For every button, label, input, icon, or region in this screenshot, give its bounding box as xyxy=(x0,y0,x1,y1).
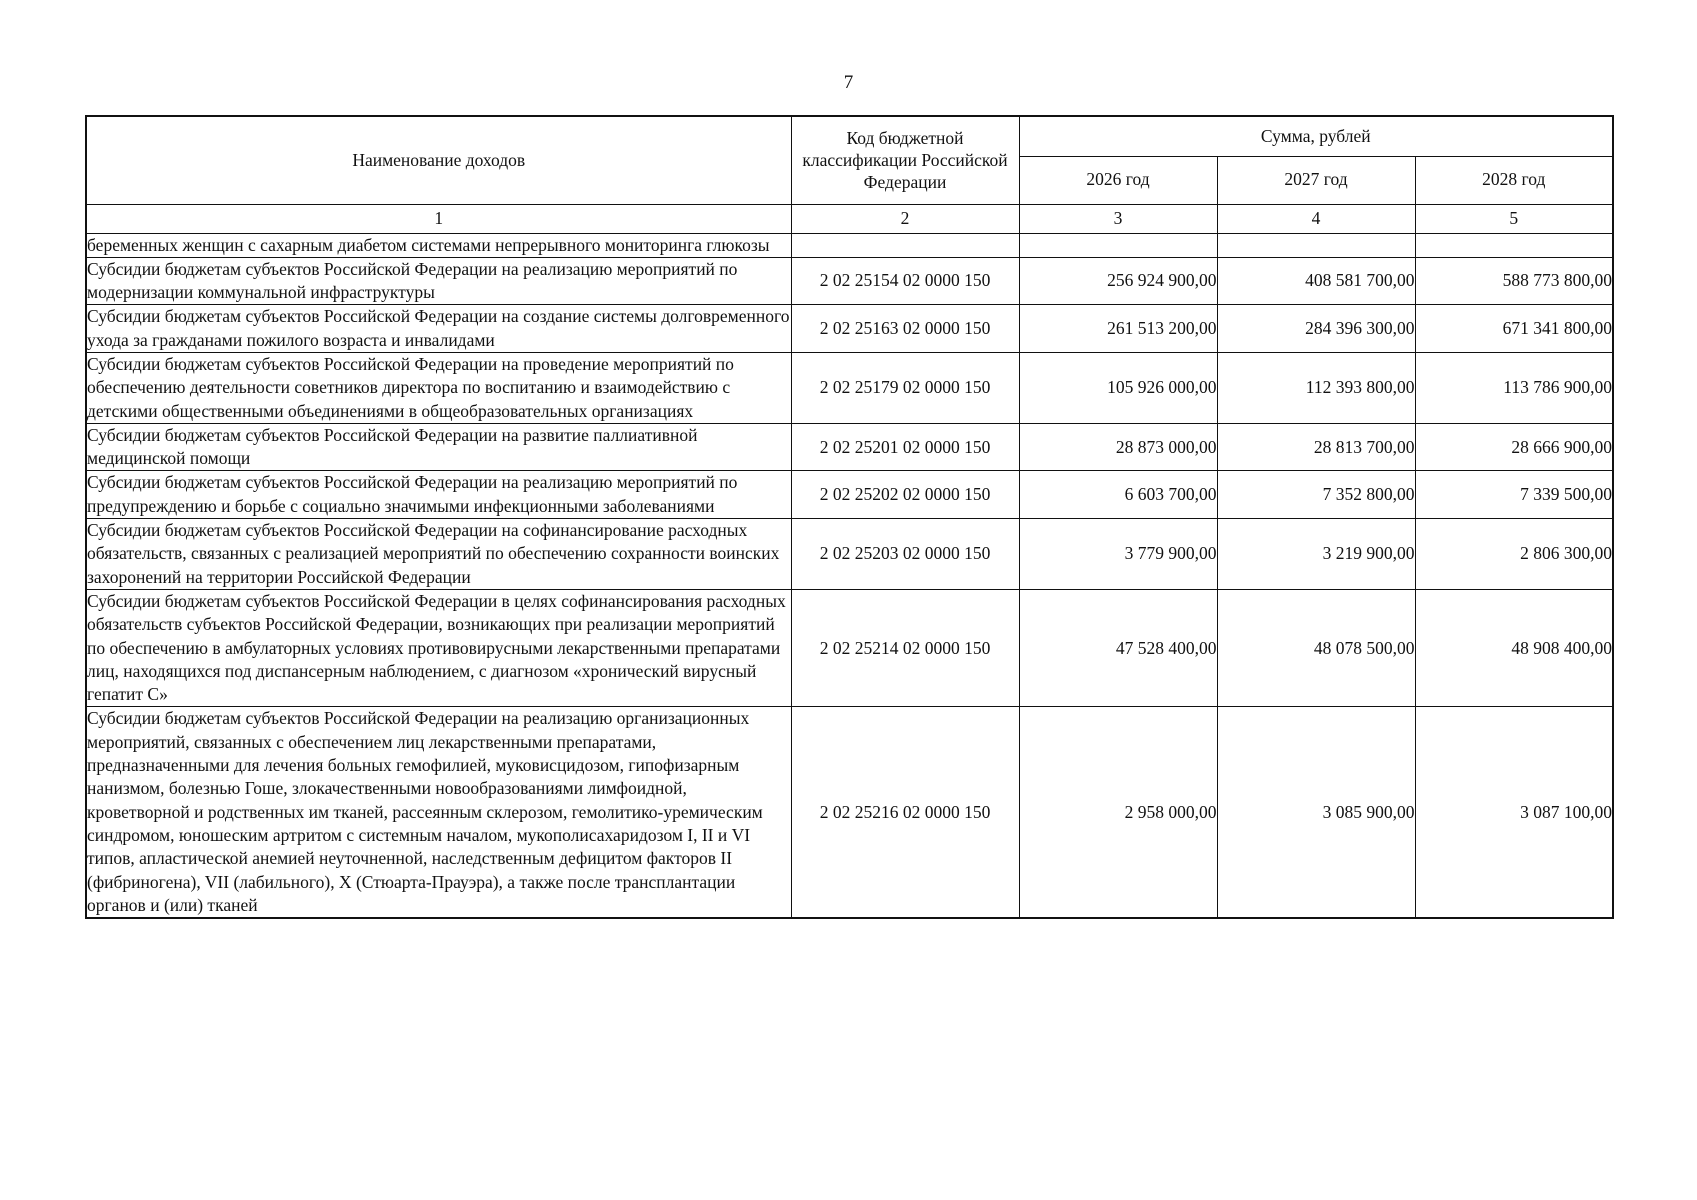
amount-2028: 588 773 800,00 xyxy=(1415,257,1613,305)
amount-2027: 7 352 800,00 xyxy=(1217,471,1415,519)
amount-2028: 671 341 800,00 xyxy=(1415,305,1613,353)
income-name: Субсидии бюджетам субъектов Российской Федерации на реализацию мероприятий по предупреждению и борьбе с социально значимыми инфекционными заболеваниями xyxy=(86,471,791,519)
amount-2026: 47 528 400,00 xyxy=(1019,589,1217,706)
amount-2026: 28 873 000,00 xyxy=(1019,423,1217,471)
amount-2028: 2 806 300,00 xyxy=(1415,519,1613,590)
header-budget-code: Код бюджетной классификации Российской Федерации xyxy=(791,116,1019,204)
header-income-name: Наименование доходов xyxy=(86,116,791,204)
income-name: беременных женщин с сахарным диабетом системами непрерывного мониторинга глюкозы xyxy=(86,233,791,257)
column-number: 1 xyxy=(86,204,791,233)
budget-code: 2 02 25214 02 0000 150 xyxy=(791,589,1019,706)
income-name: Субсидии бюджетам субъектов Российской Федерации на реализацию мероприятий по модернизации коммунальной инфраструктуры xyxy=(86,257,791,305)
amount-2026 xyxy=(1019,233,1217,257)
income-name: Субсидии бюджетам субъектов Российской Федерации на софинансирование расходных обязательств, связанных с реализацией мероприятий по обеспечению сохранности воинских захоронений на территории Российской Федерации xyxy=(86,519,791,590)
amount-2028: 7 339 500,00 xyxy=(1415,471,1613,519)
amount-2027: 284 396 300,00 xyxy=(1217,305,1415,353)
budget-code: 2 02 25179 02 0000 150 xyxy=(791,352,1019,423)
budget-code: 2 02 25163 02 0000 150 xyxy=(791,305,1019,353)
amount-2027: 48 078 500,00 xyxy=(1217,589,1415,706)
header-year-2028: 2028 год xyxy=(1415,156,1613,204)
amount-2027: 3 219 900,00 xyxy=(1217,519,1415,590)
column-number: 3 xyxy=(1019,204,1217,233)
table-row xyxy=(86,233,1613,257)
amount-2027: 112 393 800,00 xyxy=(1217,352,1415,423)
amount-2026: 105 926 000,00 xyxy=(1019,352,1217,423)
amount-2026: 3 779 900,00 xyxy=(1019,519,1217,590)
table-row xyxy=(86,707,1613,918)
amount-2026: 6 603 700,00 xyxy=(1019,471,1217,519)
budget-code: 2 02 25216 02 0000 150 xyxy=(791,707,1019,918)
amount-2028: 3 087 100,00 xyxy=(1415,707,1613,918)
income-name: Субсидии бюджетам субъектов Российской Федерации на проведение мероприятий по обеспечению деятельности советников директора по воспитанию и взаимодействию с детскими общественными объединениями в общеобразовательных организациях xyxy=(86,352,791,423)
amount-2027 xyxy=(1217,233,1415,257)
table-row xyxy=(86,423,1613,471)
income-name: Субсидии бюджетам субъектов Российской Федерации на реализацию организационных мероприятий, связанных с обеспечением лиц лекарственными препаратами, предназначенными для лечения больных гемофилией, муковисцидозом, гипофизарным нанизмом, болезнью Гоше, злокачественными новообразованиями лимфоидной, кроветворной и родственных им тканей, рассеянным склерозом, гемолитико-уремическим синдромом, юношеским артритом с системным началом, мукополисахаридозом I, II и VI типов, апластической анемией неуточненной, наследственным дефицитом факторов II (фибриногена), VII (лабильного), X (Стюарта-Прауэра), а также после трансплантации органов и (или) тканей xyxy=(86,707,791,918)
amount-2026: 2 958 000,00 xyxy=(1019,707,1217,918)
amount-2028: 28 666 900,00 xyxy=(1415,423,1613,471)
column-number: 2 xyxy=(791,204,1019,233)
table-row xyxy=(86,352,1613,423)
amount-2028: 113 786 900,00 xyxy=(1415,352,1613,423)
table-row xyxy=(86,589,1613,706)
amount-2027: 28 813 700,00 xyxy=(1217,423,1415,471)
amount-2026: 261 513 200,00 xyxy=(1019,305,1217,353)
income-name: Субсидии бюджетам субъектов Российской Федерации на создание системы долговременного ухода за гражданами пожилого возраста и инвалидами xyxy=(86,305,791,353)
income-name: Субсидии бюджетам субъектов Российской Федерации в целях софинансирования расходных обязательств субъектов Российской Федерации, возникающих при реализации мероприятий по обеспечению в амбулаторных условиях противовирусными лекарственными препаратами лиц, находящихся под диспансерным наблюдением, с диагнозом «хронический вирусный гепатит С» xyxy=(86,589,791,706)
column-number: 4 xyxy=(1217,204,1415,233)
table-row xyxy=(86,305,1613,353)
table-row xyxy=(86,471,1613,519)
amount-2026: 256 924 900,00 xyxy=(1019,257,1217,305)
budget-code: 2 02 25201 02 0000 150 xyxy=(791,423,1019,471)
header-year-2027: 2027 год xyxy=(1217,156,1415,204)
budget-code xyxy=(791,233,1019,257)
column-number: 5 xyxy=(1415,204,1613,233)
budget-code: 2 02 25203 02 0000 150 xyxy=(791,519,1019,590)
header-sum: Сумма, рублей xyxy=(1019,116,1613,156)
budget-code: 2 02 25154 02 0000 150 xyxy=(791,257,1019,305)
income-table xyxy=(85,115,1614,919)
table-row xyxy=(86,519,1613,590)
budget-code: 2 02 25202 02 0000 150 xyxy=(791,471,1019,519)
page-number: 7 xyxy=(843,72,854,93)
income-name: Субсидии бюджетам субъектов Российской Федерации на развитие паллиативной медицинской помощи xyxy=(86,423,791,471)
amount-2027: 408 581 700,00 xyxy=(1217,257,1415,305)
amount-2028: 48 908 400,00 xyxy=(1415,589,1613,706)
amount-2028 xyxy=(1415,233,1613,257)
header-year-2026: 2026 год xyxy=(1019,156,1217,204)
table-row xyxy=(86,257,1613,305)
amount-2027: 3 085 900,00 xyxy=(1217,707,1415,918)
